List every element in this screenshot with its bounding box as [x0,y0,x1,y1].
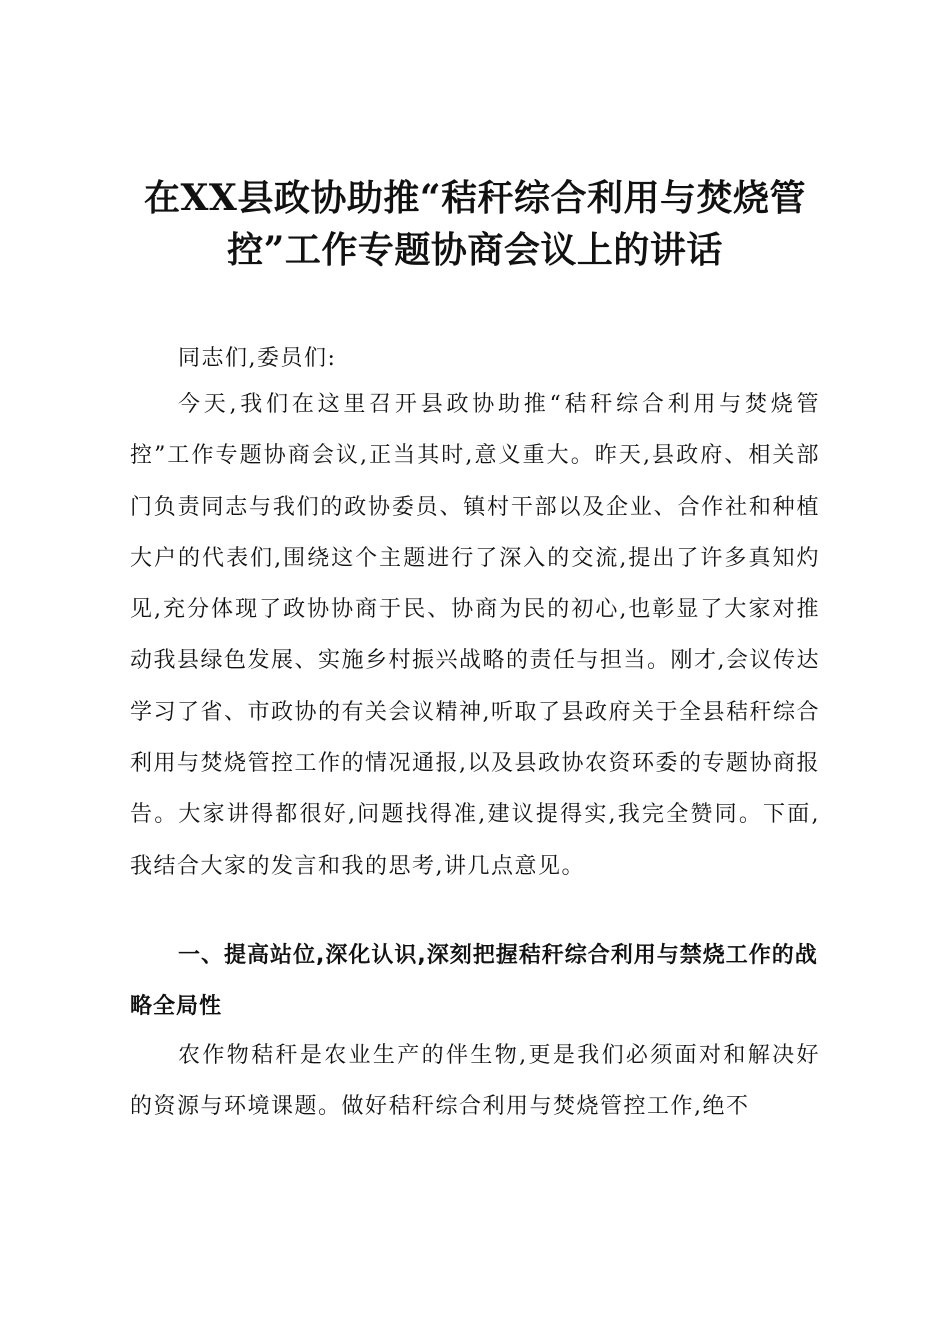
section-heading-1: 一、提高站位,深化认识,深刻把握秸秆综合利用与禁烧工作的战略全局性 [130,943,818,1020]
document-title: 在XX县政协助推“秸秆综合利用与焚烧管控”工作专题协商会议上的讲话 [143,177,807,271]
salutation: 同志们,委员们: [178,346,337,371]
paragraph-opening: 今天,我们在这里召开县政协助推“秸秆综合利用与焚烧管控”工作专题协商会议,正当其时,意义重大。昨天,县政府、相关部门负责同志与我们的政协委员、镇村干部以及企业、合作社和种植大户的代表们,围绕这个主题进行了深入的交流,提出了许多真知灼见,充分体现了政协协商于民、协商为民的初心,也彰显了大家对推动我县绿色发展、实施乡村振兴战略的责任与担当。刚才,会议传达学习了省、市政协的有关会议精神,听取了县政府关于全县秸秆综合利用与焚烧管控工作的情况通报,以及县政协农资环委的专题协商报告。大家讲得都很好,问题找得准,建议提得实,我完全赞同。下面,我结合大家的发言和我的思考,讲几点意见。 [130,392,820,879]
paragraph-section-1: 农作物秸秆是农业生产的伴生物,更是我们必须面对和解决好的资源与环境课题。做好秸秆综合利用与焚烧管控工作,绝不 [130,1043,820,1120]
